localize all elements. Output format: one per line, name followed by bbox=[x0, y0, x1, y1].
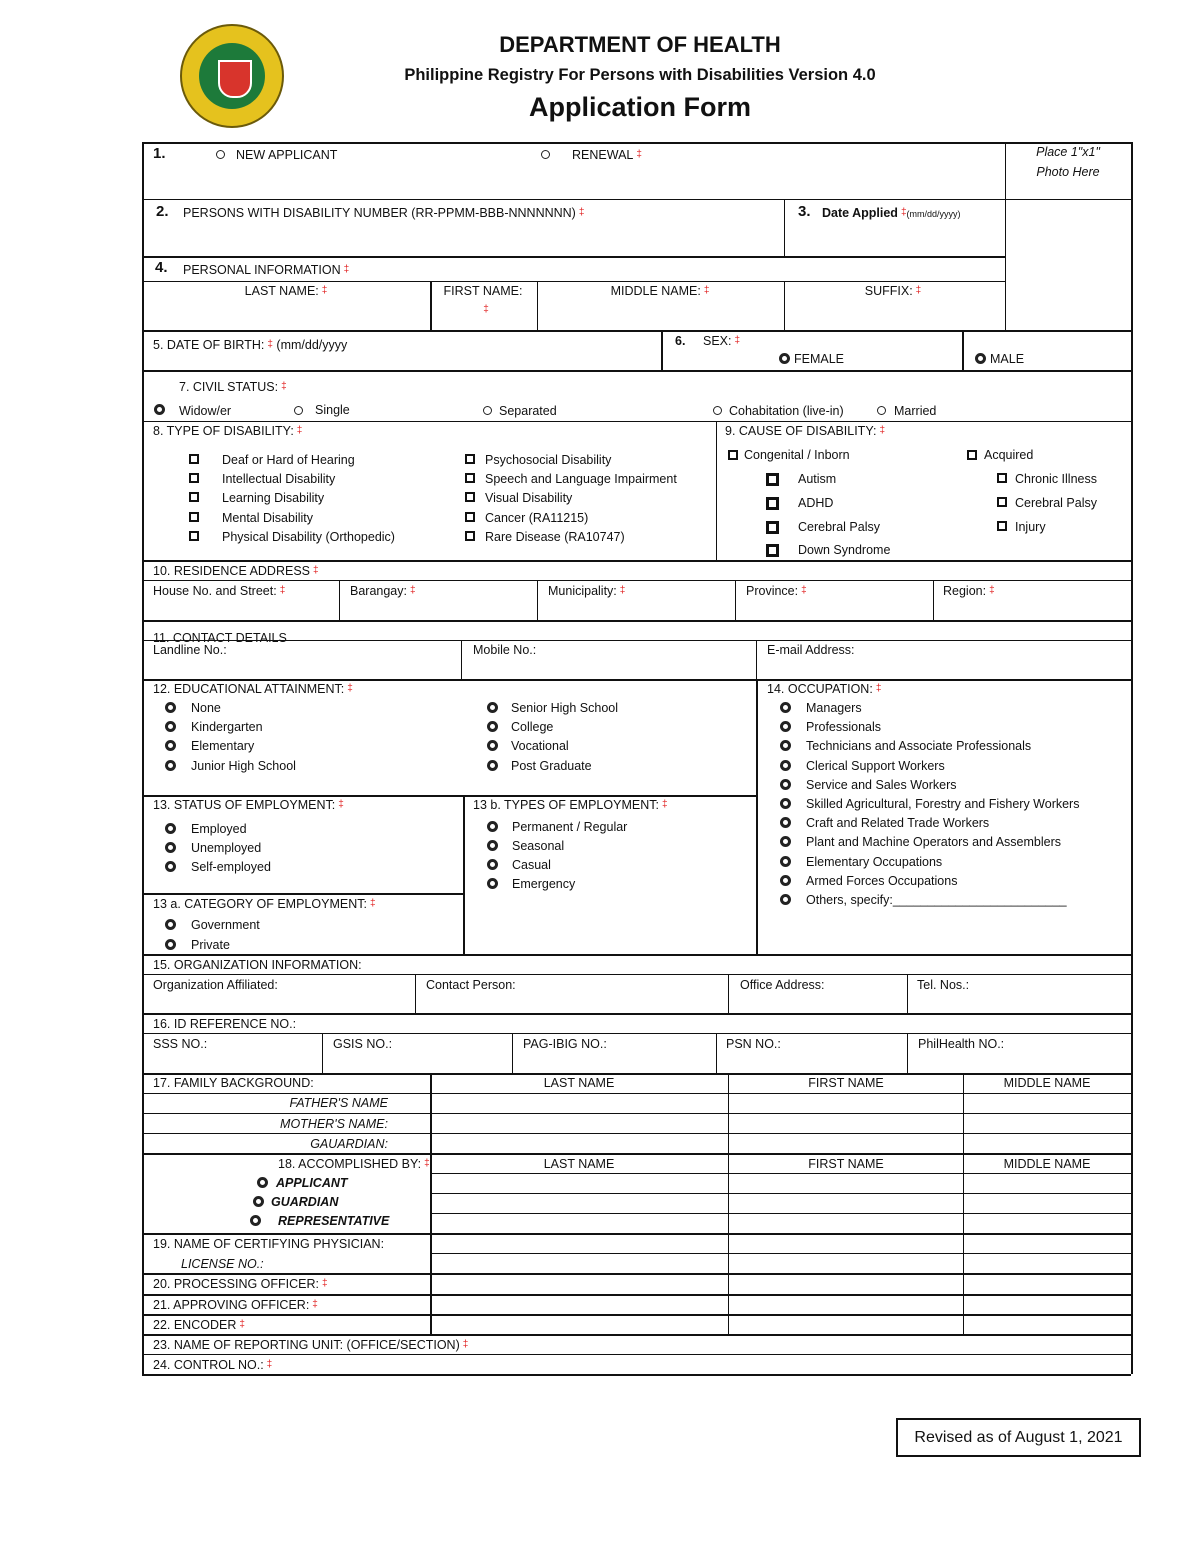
disability-type-label: Deaf or Hard of Hearing bbox=[222, 453, 355, 467]
employment-category-radio[interactable] bbox=[165, 919, 176, 930]
occupation-radio[interactable] bbox=[780, 740, 791, 751]
occupation-label: Technicians and Associate Professionals bbox=[806, 739, 1032, 753]
education-label: College bbox=[511, 720, 554, 734]
address-field[interactable]: Municipality: ‡ bbox=[548, 584, 626, 598]
acquired-cause-label: Injury bbox=[1015, 520, 1046, 534]
registry-subtitle: Philippine Registry For Persons with Disabilities Version 4.0 bbox=[404, 66, 876, 84]
grid-line bbox=[661, 330, 663, 370]
accomplished-by-radio[interactable] bbox=[257, 1177, 268, 1188]
acquired-label: Acquired bbox=[984, 448, 1034, 462]
grid-line bbox=[1005, 142, 1006, 330]
education-radio[interactable] bbox=[165, 760, 176, 771]
acquired-cause-checkbox[interactable] bbox=[997, 473, 1007, 483]
grid-line bbox=[1131, 142, 1133, 1374]
acquired-cause-checkbox[interactable] bbox=[997, 497, 1007, 507]
middle-name-field[interactable]: MIDDLE NAME: ‡ bbox=[610, 284, 710, 298]
grid-line bbox=[142, 580, 1131, 581]
renewal-label: RENEWAL ‡ bbox=[572, 148, 642, 162]
grid-line bbox=[907, 974, 908, 1013]
department-title: DEPARTMENT OF HEALTH bbox=[499, 32, 781, 57]
section-1-number: 1. bbox=[153, 145, 166, 162]
grid-line bbox=[430, 1073, 432, 1334]
disability-type-checkbox[interactable] bbox=[189, 531, 199, 541]
grid-line bbox=[142, 560, 1131, 562]
employment-type-radio[interactable] bbox=[487, 878, 498, 889]
occupation-label: Elementary Occupations bbox=[806, 855, 943, 869]
disability-type-checkbox[interactable] bbox=[465, 492, 475, 502]
grid-line bbox=[142, 330, 1131, 332]
occupation-label: Plant and Machine Operators and Assemblers bbox=[806, 835, 1061, 849]
accomplished-by-label: REPRESENTATIVE bbox=[278, 1214, 390, 1228]
disability-type-checkbox[interactable] bbox=[189, 492, 199, 502]
educational-attainment-label: 12. EDUCATIONAL ATTAINMENT: ‡ bbox=[153, 682, 353, 696]
accomplished-column-header: MIDDLE NAME bbox=[1003, 1157, 1091, 1171]
grid-line bbox=[415, 974, 416, 1013]
employment-category-radio[interactable] bbox=[165, 939, 176, 950]
education-radio[interactable] bbox=[165, 702, 176, 713]
doh-seal-logo bbox=[180, 24, 284, 128]
disability-type-label: Visual Disability bbox=[485, 491, 573, 505]
reporting-unit-label: 23. NAME OF REPORTING UNIT: (OFFICE/SECTION) ‡ bbox=[153, 1338, 469, 1352]
disability-type-label: Learning Disability bbox=[222, 491, 325, 505]
grid-line bbox=[142, 1334, 1131, 1336]
occupation-radio[interactable] bbox=[780, 702, 791, 713]
pwd-number-field[interactable]: PERSONS WITH DISABILITY NUMBER (RR-PPMM-BBB-NNNNNNN) ‡ bbox=[183, 206, 585, 220]
family-row-label: GAUARDIAN: bbox=[310, 1137, 388, 1151]
grid-line bbox=[142, 142, 144, 1374]
education-label: Kindergarten bbox=[191, 720, 263, 734]
photo-placeholder-line1: Place 1"x1" bbox=[1036, 145, 1100, 159]
photo-placeholder-line2: Photo Here bbox=[1036, 165, 1100, 179]
education-label: Elementary bbox=[191, 739, 255, 753]
acquired-cause-label: Cerebral Palsy bbox=[1015, 496, 1097, 510]
organization-field[interactable]: Tel. Nos.: bbox=[917, 978, 970, 992]
civil-status-radio[interactable] bbox=[294, 406, 303, 415]
civil-status-radio[interactable] bbox=[877, 406, 886, 415]
occupation-label: Clerical Support Workers bbox=[806, 759, 945, 773]
grid-line bbox=[142, 1374, 1131, 1376]
grid-line bbox=[784, 281, 785, 330]
disability-type-label: Speech and Language Impairment bbox=[485, 472, 677, 486]
education-radio[interactable] bbox=[487, 702, 498, 713]
employment-status-label: Unemployed bbox=[191, 841, 262, 855]
disability-type-label: Intellectual Disability bbox=[222, 472, 336, 486]
congenital-label: Congenital / Inborn bbox=[744, 448, 850, 462]
employment-type-radio[interactable] bbox=[487, 859, 498, 870]
grid-line bbox=[142, 1314, 1131, 1316]
employment-type-label: Casual bbox=[512, 858, 551, 872]
disability-type-checkbox[interactable] bbox=[465, 473, 475, 483]
employment-type-radio[interactable] bbox=[487, 840, 498, 851]
congenital-cause-checkbox[interactable] bbox=[766, 544, 779, 557]
congenital-cause-label: ADHD bbox=[798, 496, 834, 510]
form-title: Application Form bbox=[529, 92, 751, 122]
date-of-birth-field[interactable]: 5. DATE OF BIRTH: ‡ (mm/dd/yyyy bbox=[153, 338, 348, 352]
occupation-label: Professionals bbox=[806, 720, 882, 734]
occupation-label: 14. OCCUPATION: ‡ bbox=[767, 682, 882, 696]
employment-status-label: Employed bbox=[191, 822, 247, 836]
family-column-header: FIRST NAME bbox=[808, 1076, 884, 1090]
cause-of-disability-label: 9. CAUSE OF DISABILITY: ‡ bbox=[725, 424, 885, 438]
contact-field[interactable]: Mobile No.: bbox=[473, 643, 537, 657]
occupation-radio[interactable] bbox=[780, 721, 791, 732]
sex-label: SEX: ‡ bbox=[703, 334, 741, 348]
section-3-number: 3. bbox=[798, 203, 811, 220]
id-reference-field[interactable]: PAG-IBIG NO.: bbox=[523, 1037, 607, 1051]
grid-line bbox=[933, 580, 934, 620]
accomplished-by-label: GUARDIAN bbox=[271, 1195, 339, 1209]
address-field[interactable]: Region: ‡ bbox=[943, 584, 995, 598]
employment-type-label: Permanent / Regular bbox=[512, 820, 628, 834]
disability-type-checkbox[interactable] bbox=[465, 454, 475, 464]
employment-types-label: 13 b. TYPES OF EMPLOYMENT: ‡ bbox=[473, 798, 668, 812]
grid-line bbox=[537, 580, 538, 620]
renewal-radio[interactable] bbox=[541, 150, 550, 159]
male-label: MALE bbox=[990, 352, 1025, 366]
disability-type-label: Cancer (RA11215) bbox=[485, 511, 589, 525]
occupation-label: Others, specify:_________________________ bbox=[806, 893, 1067, 907]
occupation-radio[interactable] bbox=[780, 779, 791, 790]
grid-line bbox=[142, 1033, 1131, 1034]
education-label: Senior High School bbox=[511, 701, 619, 715]
family-background-label: 17. FAMILY BACKGROUND: bbox=[153, 1076, 314, 1090]
grid-line bbox=[142, 974, 1131, 975]
new-applicant-radio[interactable] bbox=[216, 150, 225, 159]
occupation-radio[interactable] bbox=[780, 798, 791, 809]
section-4-number: 4. bbox=[155, 259, 168, 276]
personal-information-heading: PERSONAL INFORMATION ‡ bbox=[183, 263, 350, 277]
type-of-disability-label: 8. TYPE OF DISABILITY: ‡ bbox=[153, 424, 303, 438]
family-column-header: LAST NAME bbox=[543, 1076, 615, 1090]
grid-line bbox=[142, 954, 1131, 956]
grid-line bbox=[142, 893, 463, 895]
grid-line bbox=[716, 1033, 717, 1073]
family-row-label: MOTHER'S NAME: bbox=[280, 1117, 388, 1131]
grid-line bbox=[756, 679, 758, 954]
grid-line bbox=[339, 580, 340, 620]
employment-type-label: Seasonal bbox=[512, 839, 565, 853]
congenital-cause-checkbox[interactable] bbox=[766, 521, 779, 534]
grid-line bbox=[430, 1173, 1131, 1174]
grid-line bbox=[142, 281, 1005, 282]
grid-line bbox=[537, 281, 538, 330]
education-radio[interactable] bbox=[487, 760, 498, 771]
address-field[interactable]: Province: ‡ bbox=[746, 584, 807, 598]
control-number-label: 24. CONTROL NO.: ‡ bbox=[153, 1358, 273, 1372]
employment-type-radio[interactable] bbox=[487, 821, 498, 832]
occupation-radio[interactable] bbox=[780, 817, 791, 828]
grid-line bbox=[784, 199, 785, 256]
grid-line bbox=[716, 421, 717, 560]
grid-line bbox=[142, 1354, 1131, 1355]
processing-officer-label: 20. PROCESSING OFFICER: ‡ bbox=[153, 1277, 328, 1291]
employment-status-label: 13. STATUS OF EMPLOYMENT: ‡ bbox=[153, 798, 344, 812]
approving-officer-label: 21. APPROVING OFFICER: ‡ bbox=[153, 1298, 318, 1312]
grid-line bbox=[430, 1253, 1131, 1254]
id-reference-field[interactable]: GSIS NO.: bbox=[333, 1037, 393, 1051]
disability-type-label: Mental Disability bbox=[222, 511, 314, 525]
section-6-number: 6. bbox=[675, 334, 686, 348]
grid-line bbox=[728, 1073, 729, 1334]
license-number-label: LICENSE NO.: bbox=[181, 1257, 264, 1271]
disability-type-checkbox[interactable] bbox=[189, 512, 199, 522]
employment-category-label: Private bbox=[191, 938, 230, 952]
acquired-cause-checkbox[interactable] bbox=[997, 521, 1007, 531]
acquired-cause-label: Chronic Illness bbox=[1015, 472, 1097, 486]
organization-field[interactable]: Office Address: bbox=[740, 978, 825, 992]
grid-line bbox=[142, 142, 1131, 144]
education-radio[interactable] bbox=[165, 740, 176, 751]
education-label: Vocational bbox=[511, 739, 569, 753]
disability-type-label: Physical Disability (Orthopedic) bbox=[222, 530, 395, 544]
education-label: None bbox=[191, 701, 221, 715]
disability-type-label: Rare Disease (RA10747) bbox=[485, 530, 625, 544]
certifying-physician-label: 19. NAME OF CERTIFYING PHYSICIAN: bbox=[153, 1237, 385, 1251]
male-radio[interactable] bbox=[975, 353, 986, 364]
disability-type-checkbox[interactable] bbox=[465, 512, 475, 522]
civil-status-label: Single bbox=[315, 403, 350, 417]
acquired-checkbox[interactable] bbox=[967, 450, 977, 460]
family-row-label: FATHER'S NAME bbox=[289, 1096, 388, 1110]
grid-line bbox=[430, 1193, 1131, 1194]
grid-line bbox=[963, 1073, 964, 1334]
grid-line bbox=[735, 580, 736, 620]
grid-line bbox=[142, 1233, 1131, 1235]
disability-type-checkbox[interactable] bbox=[189, 454, 199, 464]
grid-line bbox=[430, 281, 432, 330]
education-label: Junior High School bbox=[191, 759, 296, 773]
employment-category-label: Government bbox=[191, 918, 260, 932]
congenital-cause-label: Down Syndrome bbox=[798, 543, 891, 557]
congenital-cause-label: Autism bbox=[798, 472, 837, 486]
civil-status-label: Cohabitation (live-in) bbox=[729, 404, 844, 418]
id-reference-label: 16. ID REFERENCE NO.: bbox=[153, 1017, 297, 1031]
disability-type-checkbox[interactable] bbox=[465, 531, 475, 541]
grid-line bbox=[142, 421, 1131, 422]
grid-line bbox=[430, 1213, 1131, 1214]
grid-line bbox=[463, 795, 465, 954]
id-reference-field[interactable]: PSN NO.: bbox=[726, 1037, 781, 1051]
organization-field[interactable]: Contact Person: bbox=[426, 978, 516, 992]
grid-line bbox=[728, 974, 729, 1013]
occupation-label: Skilled Agricultural, Forestry and Fishery Workers bbox=[806, 797, 1080, 811]
grid-line bbox=[142, 1294, 1131, 1296]
contact-field[interactable]: Landline No.: bbox=[153, 643, 227, 657]
employment-status-radio[interactable] bbox=[165, 842, 176, 853]
education-radio[interactable] bbox=[165, 721, 176, 732]
grid-line bbox=[962, 330, 964, 370]
accomplished-by-radio[interactable] bbox=[250, 1215, 261, 1226]
occupation-radio[interactable] bbox=[780, 856, 791, 867]
date-applied-field[interactable]: Date Applied ‡(mm/dd/yyyy) bbox=[822, 206, 961, 220]
organization-field[interactable]: Organization Affiliated: bbox=[153, 978, 278, 992]
employment-category-label: 13 a. CATEGORY OF EMPLOYMENT: ‡ bbox=[153, 897, 376, 911]
occupation-radio[interactable] bbox=[780, 894, 791, 905]
congenital-checkbox[interactable] bbox=[728, 450, 738, 460]
employment-type-label: Emergency bbox=[512, 877, 576, 891]
section-2-number: 2. bbox=[156, 203, 169, 220]
grid-line bbox=[461, 640, 462, 679]
grid-line bbox=[142, 620, 1131, 622]
grid-line bbox=[142, 1013, 1131, 1015]
female-radio[interactable] bbox=[779, 353, 790, 364]
employment-status-radio[interactable] bbox=[165, 823, 176, 834]
accomplished-column-header: LAST NAME bbox=[543, 1157, 615, 1171]
id-reference-field[interactable]: SSS NO.: bbox=[153, 1037, 208, 1051]
civil-status-label: Widow/er bbox=[179, 404, 232, 418]
education-radio[interactable] bbox=[487, 721, 498, 732]
organization-information-label: 15. ORGANIZATION INFORMATION: bbox=[153, 958, 362, 972]
grid-line bbox=[142, 1113, 1131, 1114]
grid-line bbox=[322, 1033, 323, 1073]
residence-address-label: 10. RESIDENCE ADDRESS ‡ bbox=[153, 564, 319, 578]
occupation-radio[interactable] bbox=[780, 836, 791, 847]
congenital-cause-checkbox[interactable] bbox=[766, 473, 779, 486]
grid-line bbox=[756, 640, 757, 679]
accomplished-by-label: 18. ACCOMPLISHED BY: ‡ bbox=[278, 1157, 430, 1171]
grid-line bbox=[142, 640, 1131, 641]
first-name-required-mark: ‡ bbox=[483, 304, 489, 315]
occupation-label: Craft and Related Trade Workers bbox=[806, 816, 990, 830]
grid-line bbox=[142, 1273, 1131, 1275]
congenital-cause-checkbox[interactable] bbox=[766, 497, 779, 510]
address-field[interactable]: House No. and Street: ‡ bbox=[153, 584, 286, 598]
accomplished-column-header: FIRST NAME bbox=[808, 1157, 884, 1171]
grid-line bbox=[907, 1033, 908, 1073]
address-field[interactable]: Barangay: ‡ bbox=[350, 584, 416, 598]
congenital-cause-label: Cerebral Palsy bbox=[798, 520, 880, 534]
occupation-label: Armed Forces Occupations bbox=[806, 874, 958, 888]
grid-line bbox=[142, 1153, 1131, 1155]
grid-line bbox=[142, 1133, 1131, 1134]
grid-line bbox=[142, 256, 1005, 258]
civil-status-label: Married bbox=[894, 404, 937, 418]
employment-status-radio[interactable] bbox=[165, 861, 176, 872]
civil-status-label: Separated bbox=[499, 404, 557, 418]
disability-type-checkbox[interactable] bbox=[189, 473, 199, 483]
revision-date-box: Revised as of August 1, 2021 bbox=[896, 1418, 1141, 1457]
grid-line bbox=[142, 370, 1131, 372]
accomplished-by-radio[interactable] bbox=[253, 1196, 264, 1207]
education-radio[interactable] bbox=[487, 740, 498, 751]
accomplished-by-label: APPLICANT bbox=[276, 1176, 348, 1190]
family-column-header: MIDDLE NAME bbox=[1003, 1076, 1091, 1090]
contact-details-label: 11. CONTACT DETAILS bbox=[153, 631, 287, 645]
employment-status-label: Self-employed bbox=[191, 860, 271, 874]
grid-line bbox=[142, 1093, 1131, 1094]
occupation-radio[interactable] bbox=[780, 760, 791, 771]
occupation-radio[interactable] bbox=[780, 875, 791, 886]
grid-line bbox=[512, 1033, 513, 1073]
grid-line bbox=[142, 199, 1131, 200]
female-label: FEMALE bbox=[794, 352, 845, 366]
first-name-field[interactable]: FIRST NAME: bbox=[443, 284, 523, 298]
disability-type-label: Psychosocial Disability bbox=[485, 453, 612, 467]
civil-status-radio[interactable] bbox=[713, 406, 722, 415]
last-name-field[interactable]: LAST NAME: ‡ bbox=[244, 284, 328, 298]
id-reference-field[interactable]: PhilHealth NO.: bbox=[918, 1037, 1005, 1051]
occupation-label: Managers bbox=[806, 701, 862, 715]
suffix-field[interactable]: SUFFIX: ‡ bbox=[864, 284, 922, 298]
occupation-label: Service and Sales Workers bbox=[806, 778, 957, 792]
civil-status-label: 7. CIVIL STATUS: ‡ bbox=[179, 380, 287, 394]
new-applicant-label: NEW APPLICANT bbox=[236, 148, 338, 162]
civil-status-radio[interactable] bbox=[483, 406, 492, 415]
encoder-label: 22. ENCODER ‡ bbox=[153, 1318, 245, 1332]
contact-field[interactable]: E-mail Address: bbox=[767, 643, 855, 657]
civil-status-radio[interactable] bbox=[154, 404, 165, 415]
education-label: Post Graduate bbox=[511, 759, 592, 773]
